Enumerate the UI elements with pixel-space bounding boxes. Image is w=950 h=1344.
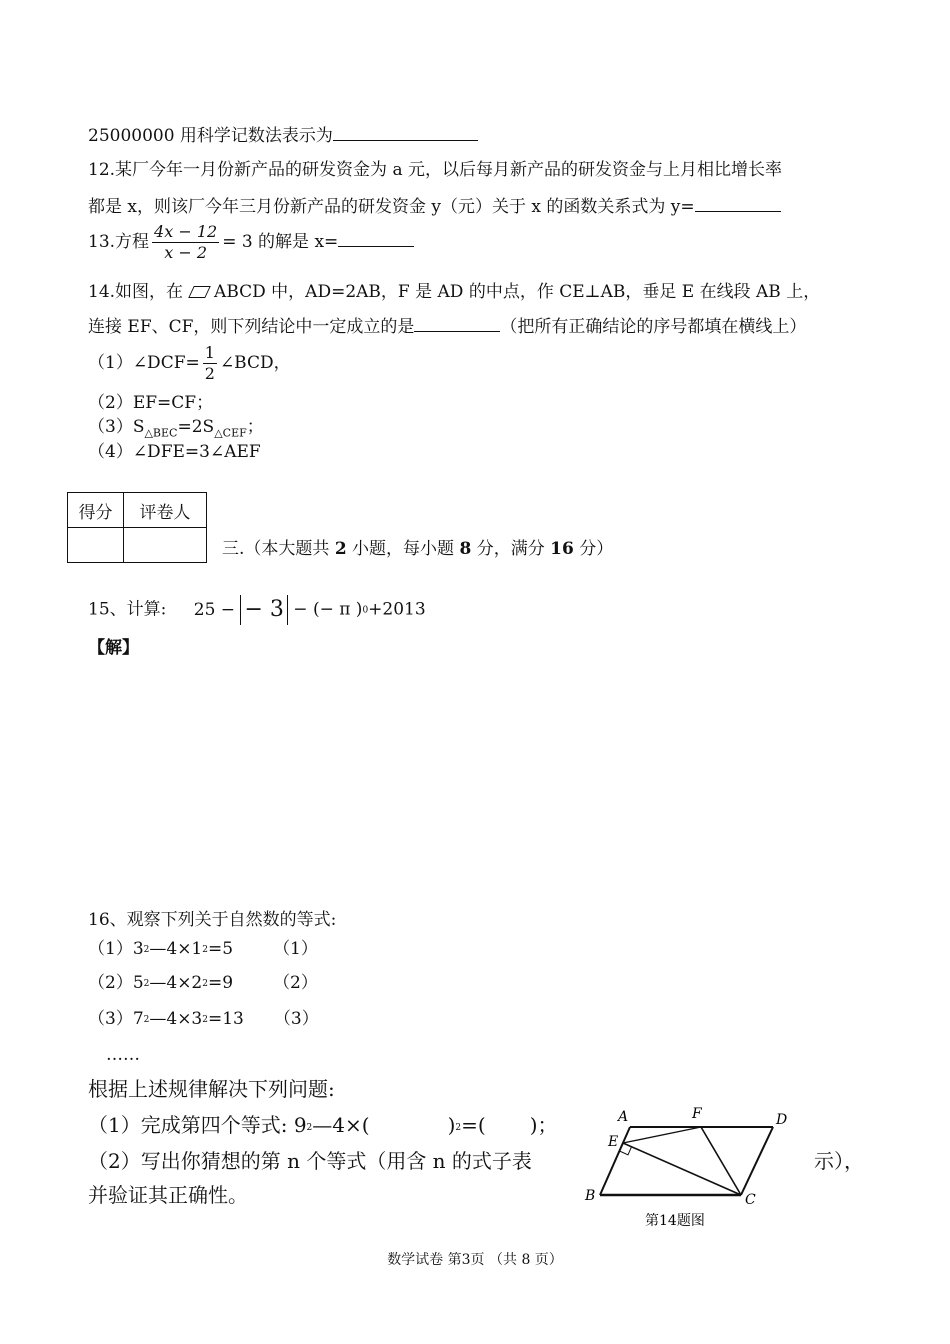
fig-caption: 第14题图 bbox=[645, 1213, 705, 1229]
q11-line bbox=[88, 124, 478, 147]
q16-eq2 bbox=[88, 972, 318, 995]
q16-eq2-exp1: 2 bbox=[143, 979, 150, 989]
fig-label-f: F bbox=[692, 1106, 702, 1122]
score-header: 得分 bbox=[68, 493, 124, 528]
q16-eq1-exp1: 2 bbox=[143, 945, 150, 955]
q16-part1-exp1: 2 bbox=[306, 1123, 313, 1133]
q14-opt1-b: ∠BCD， bbox=[219, 353, 291, 373]
q16-task: 根据上述规律解决下列问题: bbox=[88, 1077, 335, 1101]
q15-line bbox=[88, 595, 426, 625]
q14-line2-a: 连接 EF、CF，则下列结论中一定成立的是 bbox=[88, 317, 415, 337]
q16-part3: 并验证其正确性。 bbox=[88, 1183, 248, 1207]
section3-mid1: 小题，每小题 bbox=[346, 539, 460, 559]
q11-answer-blank[interactable] bbox=[333, 124, 478, 141]
q16-eq1-b: —4×1 bbox=[149, 939, 203, 959]
fig-segment-ce bbox=[623, 1143, 741, 1195]
q16-eq3-c: =13 bbox=[208, 1009, 244, 1029]
q15-exponent: 0 bbox=[362, 605, 369, 616]
score-table bbox=[67, 492, 207, 563]
q13-suffix: = 3 的解是 x= bbox=[222, 232, 339, 252]
q14-line1-a: 14.如图，在 bbox=[88, 282, 184, 302]
section3-mid2: 分，满分 bbox=[471, 539, 551, 559]
q16-part2-a: （2）写出你猜想的第 n 个等式（用含 n 的式子表 bbox=[88, 1149, 532, 1173]
section3-prefix: 三.（本大题共 bbox=[222, 539, 335, 559]
q13-denominator: x − 2 bbox=[164, 243, 207, 262]
q16-eq2-a: （2）5 bbox=[88, 973, 144, 993]
q14-line2-b: （把所有正确结论的序号都填在横线上） bbox=[500, 317, 807, 337]
q14-option-1 bbox=[88, 343, 291, 384]
q16-intro: 16、观察下列关于自然数的等式: bbox=[88, 910, 337, 930]
q16-eq3-b: —4×3 bbox=[149, 1009, 203, 1029]
q12-line2 bbox=[88, 195, 781, 218]
q16-ellipsis: …… bbox=[106, 1045, 140, 1065]
q13-numerator: 4x − 12 bbox=[154, 222, 218, 241]
q16-eq1-number: （1） bbox=[273, 939, 318, 959]
q16-part1 bbox=[88, 1112, 558, 1141]
q13-fraction bbox=[152, 222, 219, 263]
q16-eq3-a: （3）7 bbox=[88, 1009, 144, 1029]
q14-opt3-a: （3）S bbox=[88, 417, 145, 437]
q16-eq1 bbox=[88, 938, 318, 961]
fig-label-a: A bbox=[618, 1109, 629, 1125]
q15-expr-a: 25 − bbox=[193, 599, 236, 620]
q13-line bbox=[88, 222, 414, 263]
q16-part2-b: 示）， bbox=[814, 1149, 864, 1173]
fig-label-c: C bbox=[745, 1192, 756, 1208]
q12-line2-text: 都是 x，则该厂今年三月份新产品的研发资金 y（元）关于 x 的函数关系式为 y= bbox=[88, 197, 695, 217]
q14-opt1-fraction bbox=[203, 343, 217, 384]
q16-part1-exp2: 2 bbox=[455, 1123, 462, 1133]
q16-eq1-a: （1）3 bbox=[88, 939, 144, 959]
page-footer: 数学试卷 第3页 （共 8 页） bbox=[387, 1252, 563, 1268]
section3-suffix: 分） bbox=[573, 539, 614, 559]
q12-line1: 12.某厂今年一月份新产品的研发资金为 a 元，以后每月新产品的研发资金与上月相比增长率 bbox=[88, 160, 782, 180]
q15-abs-value: − 3 bbox=[240, 595, 287, 625]
q14-line1-b: ABCD 中，AD=2AB，F 是 AD 的中点，作 CE⊥AB，垂足 E 在线段 AB 上， bbox=[214, 282, 821, 302]
q16-part1-e: )； bbox=[529, 1113, 558, 1137]
fig-label-b: B bbox=[585, 1188, 596, 1204]
q16-part1-c: ) bbox=[447, 1113, 456, 1137]
q16-eq2-b: —4×2 bbox=[149, 973, 203, 993]
score-cell[interactable] bbox=[68, 528, 124, 563]
q14-opt3-sub1: △BEC bbox=[144, 426, 178, 440]
q16-eq2-number: （2） bbox=[273, 973, 318, 993]
fig-segment-cf bbox=[701, 1127, 741, 1195]
q16-part1-b: —4×( bbox=[312, 1113, 370, 1137]
q16-eq3-number: （3） bbox=[273, 1009, 319, 1029]
fig-label-e: E bbox=[608, 1134, 619, 1150]
q11-text: 25000000 用科学记数法表示为 bbox=[88, 126, 333, 146]
q12-answer-blank[interactable] bbox=[695, 195, 781, 212]
q14-opt3-b: =2S bbox=[177, 417, 215, 437]
q13-answer-blank[interactable] bbox=[338, 230, 414, 247]
q16-eq3-exp2: 2 bbox=[202, 1015, 208, 1025]
fig-label-d: D bbox=[776, 1112, 788, 1128]
q14-option-4: （4）∠DFE=3∠AEF bbox=[88, 442, 261, 462]
q14-opt1-num: 1 bbox=[204, 343, 215, 362]
q14-line1 bbox=[88, 281, 820, 303]
grader-cell[interactable] bbox=[124, 528, 207, 563]
q14-opt1-den: 2 bbox=[204, 364, 215, 383]
q16-eq1-exp2: 2 bbox=[202, 945, 208, 955]
q14-answer-blank[interactable] bbox=[414, 315, 500, 332]
q14-opt3-c: ； bbox=[246, 417, 264, 437]
section3-each: 8 bbox=[459, 539, 472, 559]
q16-eq2-c: =9 bbox=[208, 973, 234, 993]
q16-eq3-exp1: 2 bbox=[143, 1015, 150, 1025]
q15-expr-b: − (− π ) bbox=[293, 599, 363, 620]
q16-eq3 bbox=[88, 1008, 319, 1031]
q14-opt1-a: （1）∠DCF= bbox=[88, 353, 200, 373]
q16-eq2-exp2: 2 bbox=[202, 979, 208, 989]
parallelogram-icon bbox=[188, 286, 211, 298]
q13-prefix: 13.方程 bbox=[88, 232, 150, 252]
q15-expr-c: +2013 bbox=[368, 599, 426, 620]
q16-eq1-c: =5 bbox=[208, 939, 234, 959]
q16-part1-d: =( bbox=[461, 1113, 486, 1137]
figure-14 bbox=[580, 1100, 810, 1235]
q16-part1-a: （1）完成第四个等式: 9 bbox=[88, 1113, 307, 1137]
q14-opt3-sub2: △CEF bbox=[214, 426, 247, 440]
fig-side-cd bbox=[741, 1127, 773, 1195]
grader-header: 评卷人 bbox=[124, 493, 207, 528]
q14-line2 bbox=[88, 315, 806, 338]
q15-label: 15、计算: bbox=[88, 599, 167, 620]
q14-option-2: （2）EF=CF； bbox=[88, 393, 214, 413]
fig-segment-ef bbox=[623, 1127, 701, 1143]
section-3-heading bbox=[222, 538, 613, 560]
section3-count: 2 bbox=[334, 539, 347, 559]
q15-answer-label: 【解】 bbox=[88, 638, 139, 658]
section3-total: 16 bbox=[550, 539, 574, 559]
